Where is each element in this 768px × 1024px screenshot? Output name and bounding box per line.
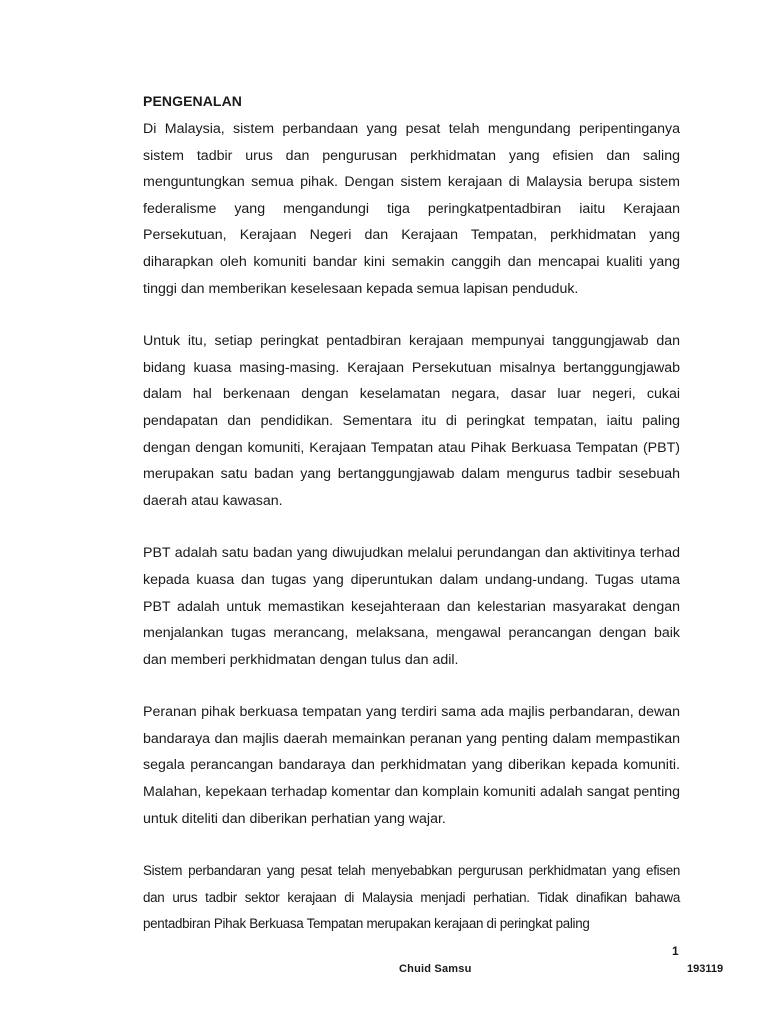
paragraph-4: Peranan pihak berkuasa tempatan yang terdiri sama ada majlis perbandaran, dewan bandaraya dan majlis daerah memainkan peranan yang penting dalam mempastikan segala perancangan bandaraya dan perkhidmatan yang diberikan kepada komuniti. Malahan, kepekaan terhadap komentar dan komplain komuniti adalah sangat penting untuk diteliti dan diberikan perhatian yang wajar. [143, 704, 680, 827]
paragraph-3: PBT adalah satu badan yang diwujudkan melalui perundangan dan aktivitinya terhad kepada kuasa dan tugas yang diperuntukan dalam undang-undang. Tugas utama PBT adalah untuk memastikan kesejahteraan dan kelestarian masyarakat dengan menjalankan tugas merancang, melaksana, mengawal perancangan dengan baik dan memberi perkhidmatan dengan tulus dan adil. [143, 545, 680, 668]
footer-author: Chuid Samsu [399, 963, 472, 975]
document-body [143, 92, 680, 964]
paragraph-2: Untuk itu, setiap peringkat pentadbiran kerajaan mempunyai tanggungjawab dan bidang kuasa masing-masing. Kerajaan Persekutuan misalnya bertanggungjawab dalam hal berkenaan dengan keselamatan negara, dasar luar negeri, cukai pendapatan dan pendidikan. Sementara itu di peringkat tempatan, iaitu paling dengan dengan komuniti, Kerajaan Tempatan atau Pihak Berkuasa Tempatan (PBT) merupakan satu badan yang bertanggungjawab dalam mengurus tadbir sesebuah daerah atau kawasan. [143, 333, 680, 509]
paragraph-1: Di Malaysia, sistem perbandaan yang pesat telah mengundang peripentinganya sistem tadbir urus dan pengurusan perkhidmatan yang efisien dan saling menguntungkan semua pihak. Dengan sistem kerajaan di Malaysia berupa sistem federalisme yang mengandungi tiga peringkatpentadbiran iaitu Kerajaan Persekutuan, Kerajaan Negeri dan Kerajaan Tempatan, perkhidmatan yang diharapkan oleh komuniti bandar kini semakin canggih dan mencapai kualiti yang tinggi dan memberikan keselesaan kepada semua lapisan penduduk. [143, 121, 680, 297]
footer-id: 193119 [687, 963, 724, 975]
paragraph-5: Sistem perbandaran yang pesat telah menyebabkan pergurusan perkhidmatan yang efisen dan urus tadbir sektor kerajaan di Malaysia menjadi perhatian. Tidak dinafikan bahawa pentadbiran Pihak Berkuasa Tempatan merupakan kerajaan di peringkat paling [143, 863, 680, 932]
section-heading: PENGENALAN [143, 93, 243, 109]
page-number: 1 [672, 944, 679, 958]
